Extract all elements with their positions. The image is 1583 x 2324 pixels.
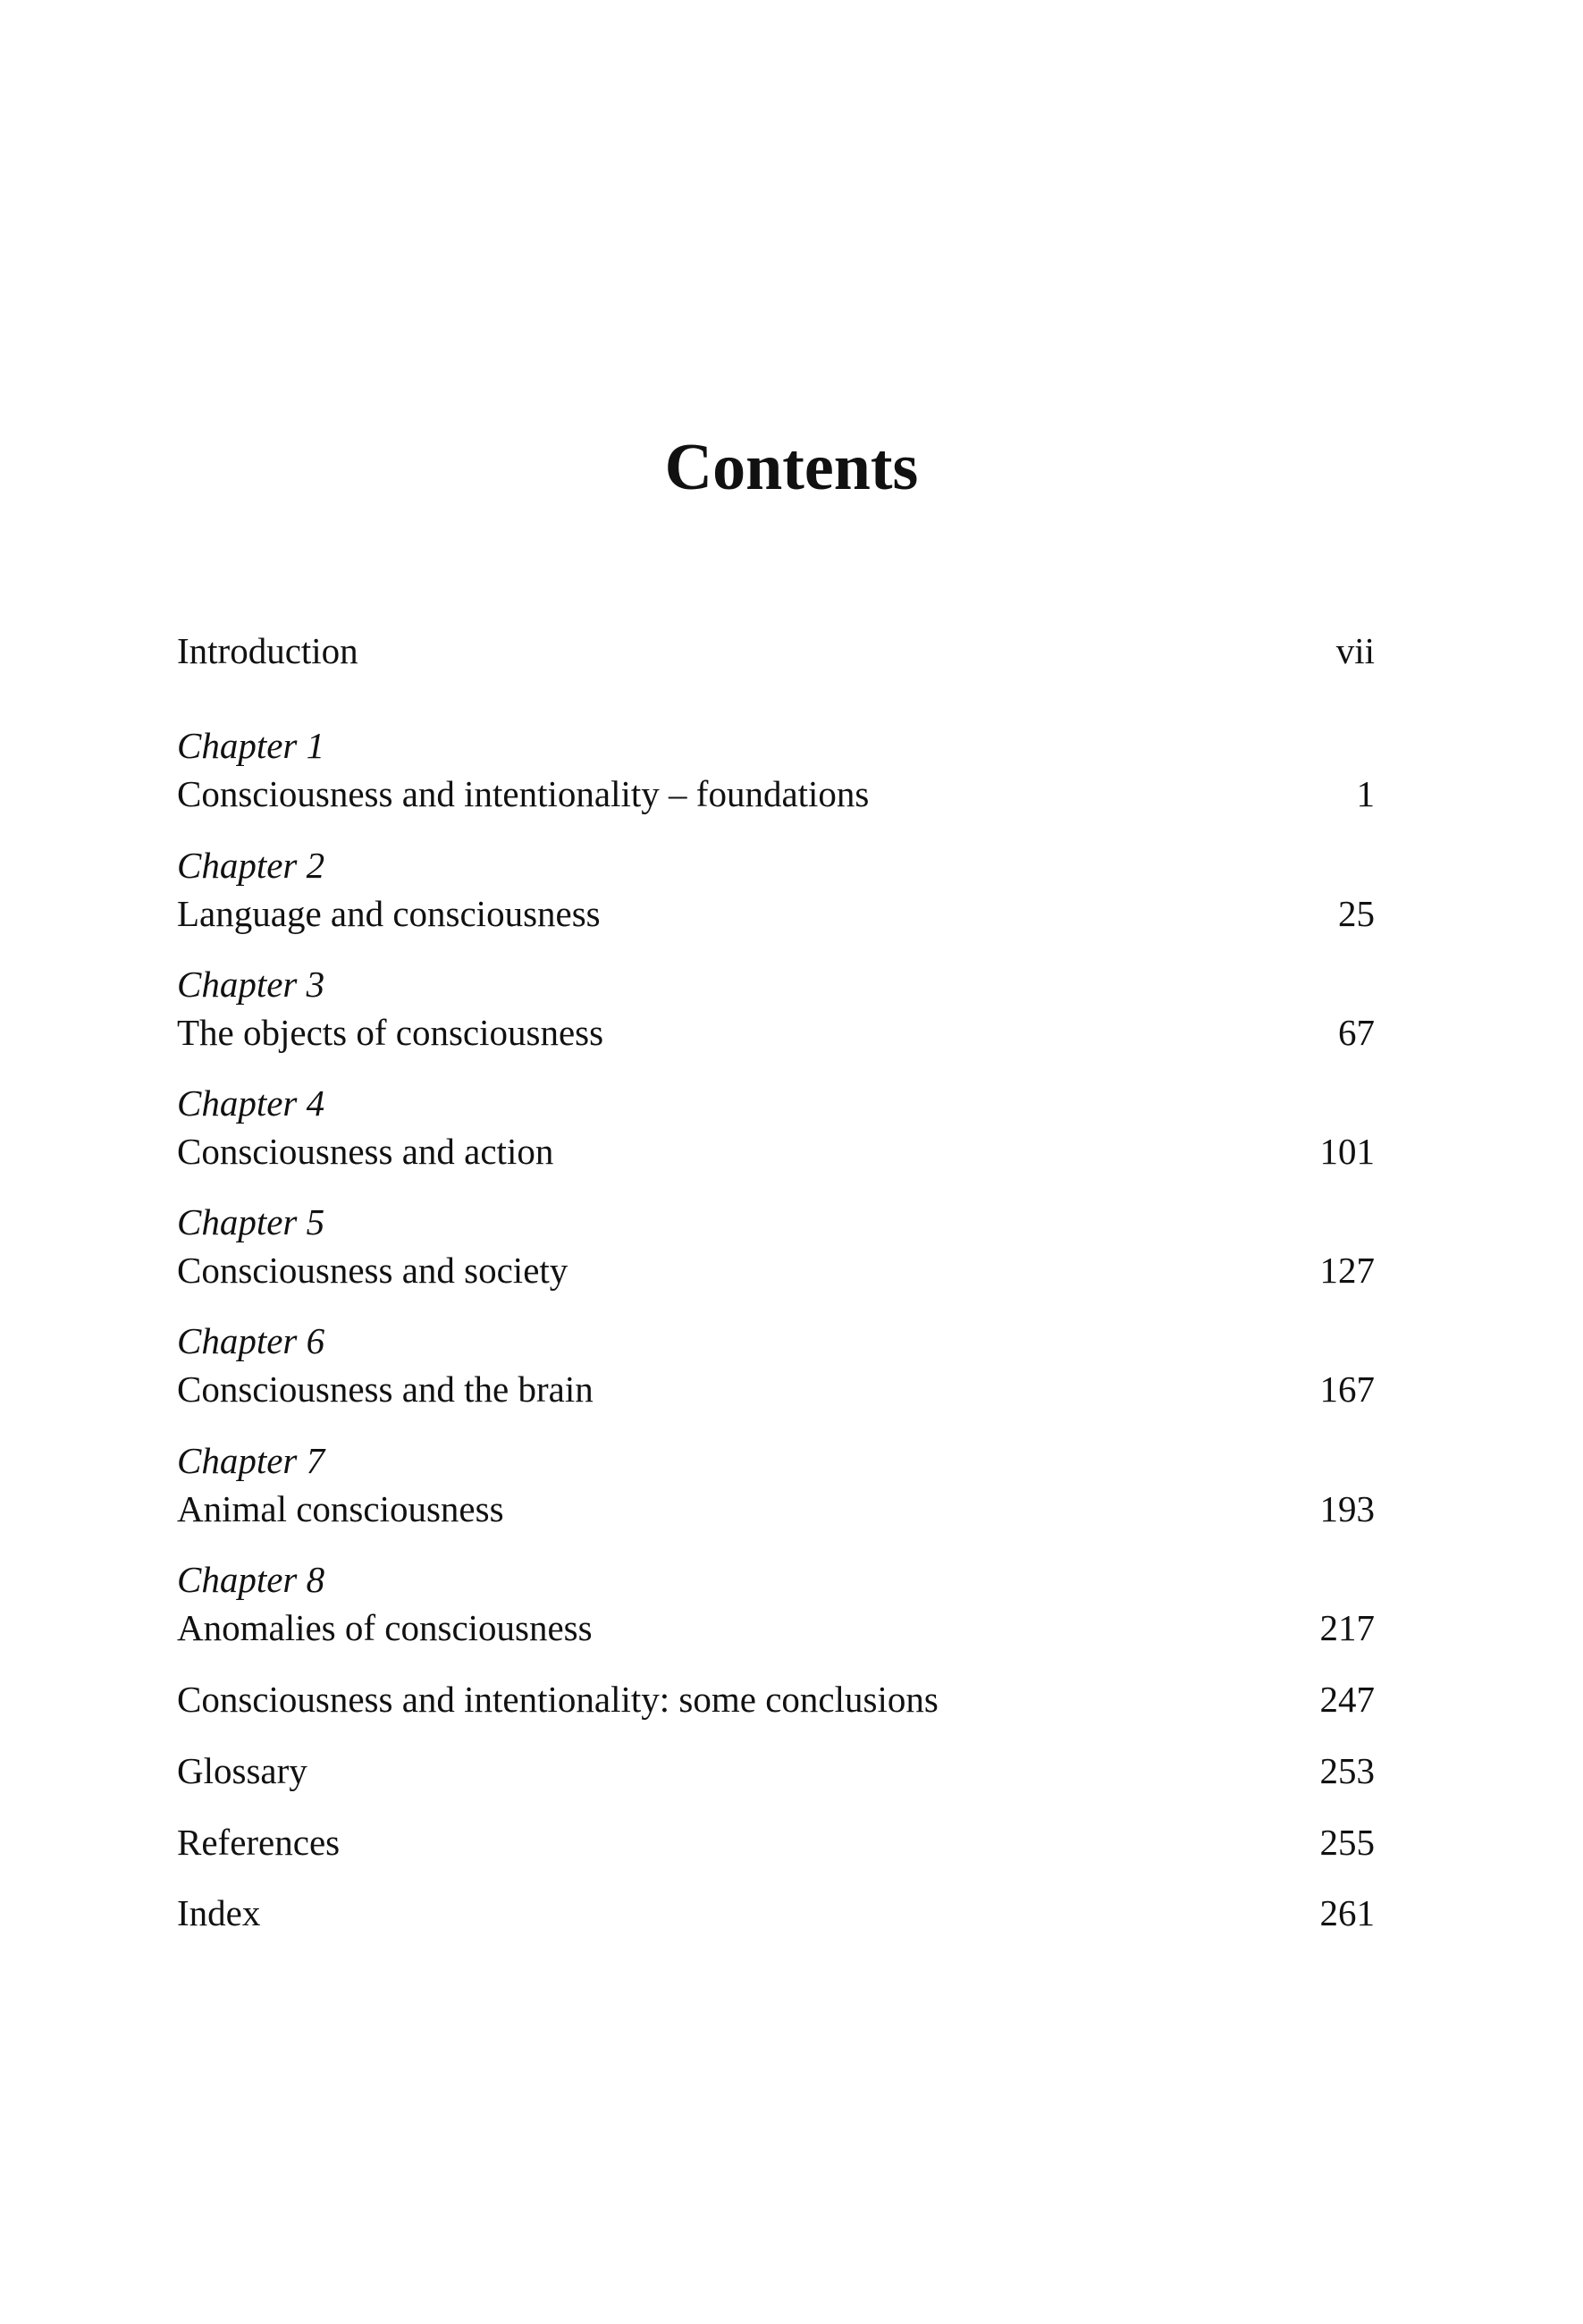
toc-entry-page: 101 [1319,1131,1375,1172]
toc-entry-introduction[interactable] [177,626,1375,676]
toc-entry-page: 253 [1319,1750,1375,1791]
chapter-label: Chapter 4 [177,1082,325,1124]
toc-entry-index[interactable] [177,1888,1375,1938]
chapter-label: Chapter 5 [177,1201,325,1242]
toc-entry-page: 255 [1319,1822,1375,1863]
toc-entry-chapter-6[interactable] [177,1364,1375,1414]
toc-entry-page: 127 [1319,1250,1375,1291]
toc-entry-title: Language and consciousness [177,893,601,934]
toc-entry-title: Consciousness and society [177,1250,568,1291]
toc-entry-chapter-2[interactable] [177,888,1375,939]
toc-entry-chapter-1[interactable] [177,769,1375,819]
chapter-label: Chapter 8 [177,1559,325,1600]
chapter-label: Chapter 2 [177,845,325,886]
toc-entry-title: Index [177,1892,261,1933]
toc-entry-title: Consciousness and action [177,1131,554,1172]
toc-entry-page: 193 [1319,1488,1375,1529]
toc-entry-title: Animal consciousness [177,1488,504,1529]
toc-entry-title: Consciousness and intentionality: some conclusions [177,1679,939,1720]
chapter-label: Chapter 7 [177,1440,325,1481]
chapter-label: Chapter 3 [177,964,325,1005]
toc-entry-page: 217 [1319,1607,1375,1648]
toc-entry-page: 67 [1338,1012,1375,1053]
toc-entry-title: The objects of consciousness [177,1012,604,1053]
toc-entry-chapter-3[interactable] [177,1007,1375,1057]
toc-entry-chapter-5[interactable] [177,1245,1375,1295]
toc-entry-page: 25 [1338,893,1375,934]
page-title: Contents [664,431,919,504]
toc-entry-page: 261 [1319,1892,1375,1933]
chapter-label: Chapter 6 [177,1320,325,1361]
toc-entry-title: Consciousness and the brain [177,1368,594,1410]
toc-entry-chapter-7[interactable] [177,1484,1375,1534]
toc-entry-conclusions[interactable] [177,1674,1375,1724]
toc-entry-page: 1 [1356,773,1375,814]
toc-entry-chapter-8[interactable] [177,1603,1375,1653]
toc-entry-chapter-4[interactable] [177,1126,1375,1176]
toc-entry-page: 247 [1319,1679,1375,1720]
toc-entry-page: vii [1335,630,1375,671]
toc-entry-title: Introduction [177,630,358,671]
toc-entry-title: References [177,1822,341,1863]
toc-entry-title: Glossary [177,1750,307,1791]
toc-entry-title: Consciousness and intentionality – foundations [177,773,870,814]
toc-entry-glossary[interactable] [177,1746,1375,1796]
toc-entry-title: Anomalies of consciousness [177,1607,593,1648]
chapter-label: Chapter 1 [177,725,325,766]
toc-entry-references[interactable] [177,1817,1375,1867]
toc-entry-page: 167 [1319,1368,1375,1410]
